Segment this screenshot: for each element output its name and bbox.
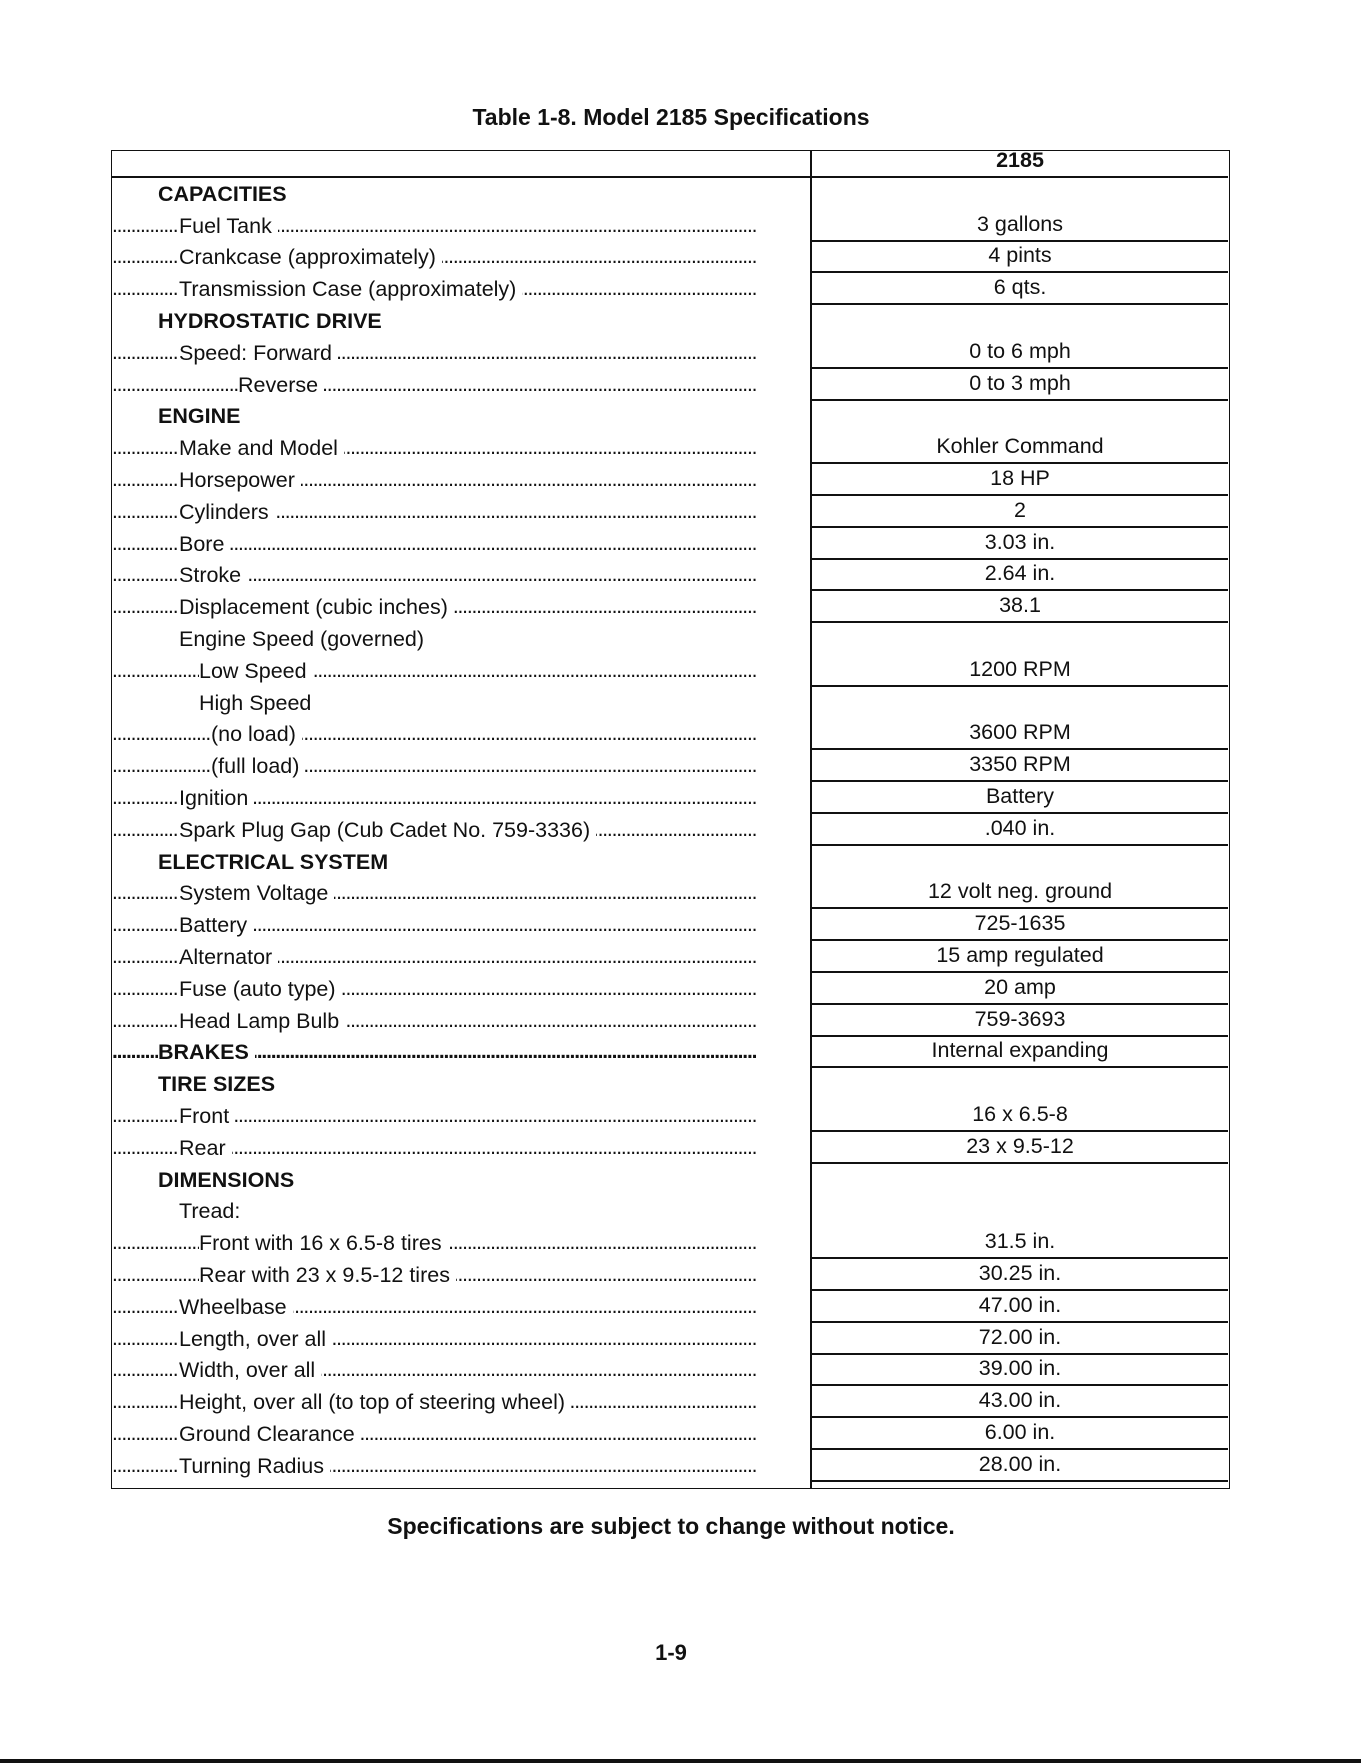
spec-label xyxy=(112,435,764,461)
spec-label xyxy=(112,1135,764,1161)
table-row xyxy=(112,337,1228,369)
spec-value-cell xyxy=(812,528,1228,560)
spec-label-text: Horsepower xyxy=(179,468,301,492)
spec-label-text: (full load) xyxy=(211,754,305,778)
spec-value: 3.03 in. xyxy=(984,529,1056,554)
spec-label xyxy=(112,1389,764,1415)
spec-value-cell xyxy=(812,1418,1228,1450)
spec-label-text: Stroke xyxy=(179,563,247,587)
spec-value-cell xyxy=(812,1355,1228,1387)
spec-label xyxy=(112,912,764,938)
spec-value: 28.00 in. xyxy=(978,1451,1062,1476)
spec-value-cell xyxy=(812,591,1228,623)
spec-value-cell xyxy=(812,1037,1228,1069)
table-row xyxy=(112,655,1228,687)
spec-value-cell xyxy=(812,973,1228,1005)
spec-value-cell xyxy=(812,560,1228,592)
spec-value: 3350 RPM xyxy=(969,752,1071,777)
spec-value: 2.64 in. xyxy=(984,561,1056,586)
spec-label xyxy=(112,1262,764,1288)
spec-value: 12 volt neg. ground xyxy=(927,879,1113,904)
table-row xyxy=(112,1418,1228,1450)
table-row xyxy=(112,528,1228,560)
spec-value: 43.00 in. xyxy=(978,1388,1062,1413)
spec-value: 725-1635 xyxy=(974,911,1066,936)
spec-value-cell xyxy=(812,401,1228,465)
spec-value: 3 gallons xyxy=(976,211,1064,236)
spec-label-text: Width, over all xyxy=(179,1358,321,1382)
spec-value: 23 x 9.5-12 xyxy=(966,1133,1074,1158)
section-heading xyxy=(112,403,764,429)
spec-value: 72.00 in. xyxy=(978,1324,1062,1349)
spec-label-text: Height, over all (to top of steering wheel) xyxy=(179,1390,571,1414)
spec-value-cell xyxy=(812,1323,1228,1355)
spec-value-cell xyxy=(812,369,1228,401)
spec-label-text: Battery xyxy=(179,913,253,937)
spec-label-text: Fuel Tank xyxy=(179,214,278,238)
spec-value: 6.00 in. xyxy=(984,1419,1056,1444)
spec-label-text: Ignition xyxy=(179,786,254,810)
table-row xyxy=(112,242,1228,274)
spec-value: 759-3693 xyxy=(974,1006,1066,1031)
table-row xyxy=(112,814,1228,846)
spec-label xyxy=(112,817,764,843)
value-column-header xyxy=(812,148,1228,178)
spec-value-cell xyxy=(812,941,1228,973)
spec-value: 20 amp xyxy=(984,974,1056,999)
spec-value: 3600 RPM xyxy=(969,720,1071,745)
spec-label xyxy=(112,213,764,239)
spec-value-cell xyxy=(812,1005,1228,1037)
table-row xyxy=(112,432,1228,464)
spec-label-text: Alternator xyxy=(179,945,278,969)
spec-value: 2 xyxy=(1014,497,1026,522)
table-row xyxy=(112,941,1228,973)
spec-label-text: Length, over all xyxy=(179,1327,332,1351)
spec-label xyxy=(112,372,764,398)
spec-value-cell xyxy=(812,750,1228,782)
spec-value-cell xyxy=(812,782,1228,814)
table-row xyxy=(112,369,1228,401)
spec-label xyxy=(112,1326,764,1352)
spec-label-text: ELECTRICAL SYSTEM xyxy=(158,850,394,874)
spec-value: 1200 RPM xyxy=(969,656,1071,681)
spec-value-cell xyxy=(812,305,1228,369)
spec-label-text: Turning Radius xyxy=(179,1454,330,1478)
spec-label xyxy=(112,1008,764,1034)
table-row xyxy=(112,1323,1228,1355)
spec-value-cell xyxy=(812,814,1228,846)
table-row xyxy=(112,1132,1228,1164)
spec-label xyxy=(112,1230,764,1256)
table-row xyxy=(112,464,1228,496)
spec-label-text: HYDROSTATIC DRIVE xyxy=(158,309,388,333)
spec-value: Battery xyxy=(985,783,1055,808)
spec-value-cell xyxy=(812,687,1228,751)
spec-label-text: Bore xyxy=(179,532,230,556)
spec-label-text: ENGINE xyxy=(158,404,246,428)
spec-label xyxy=(112,880,764,906)
spec-value: 38.1 xyxy=(999,593,1041,618)
section-heading xyxy=(112,1071,764,1097)
spec-label-text: Rear xyxy=(179,1136,232,1160)
spec-label xyxy=(112,1103,764,1129)
spec-label-text: Speed: Forward xyxy=(179,341,338,365)
spec-label xyxy=(112,1453,764,1479)
table-row xyxy=(112,591,1228,623)
table-row xyxy=(112,782,1228,814)
spec-label xyxy=(112,1357,764,1383)
spec-value-cell xyxy=(812,1386,1228,1418)
spec-value-cell xyxy=(812,1291,1228,1323)
spec-label-text: Fuse (auto type) xyxy=(179,977,342,1001)
table-row xyxy=(112,719,1228,751)
spec-value-cell xyxy=(812,623,1228,687)
spec-value: Internal expanding xyxy=(931,1038,1109,1063)
spec-value-cell xyxy=(812,496,1228,528)
spec-value-cell xyxy=(812,1450,1228,1482)
table-row xyxy=(112,750,1228,782)
table-row xyxy=(112,1386,1228,1418)
table-row xyxy=(112,210,1228,242)
spec-value-cell xyxy=(812,846,1228,910)
spec-label xyxy=(112,1421,764,1447)
spec-value: 16 x 6.5-8 xyxy=(972,1101,1068,1126)
spec-label-text: Transmission Case (approximately) xyxy=(179,277,522,301)
spec-value-cell xyxy=(812,242,1228,274)
spec-label-text: Front xyxy=(179,1104,235,1128)
spec-value: Kohler Command xyxy=(936,434,1104,459)
spec-label-text: DIMENSIONS xyxy=(158,1168,300,1192)
spec-value-cell xyxy=(812,1132,1228,1164)
spec-label-text: CAPACITIES xyxy=(158,182,293,206)
table-row xyxy=(112,878,1228,910)
spec-value: 0 to 6 mph xyxy=(969,338,1071,363)
spec-label-text: Rear with 23 x 9.5-12 tires xyxy=(199,1263,456,1287)
section-heading xyxy=(112,1039,764,1065)
spec-value: 47.00 in. xyxy=(978,1292,1062,1317)
spec-label-text: Ground Clearance xyxy=(179,1422,361,1446)
spec-label xyxy=(112,785,764,811)
spec-label-text: Crankcase (approximately) xyxy=(179,245,442,269)
spec-value: 31.5 in. xyxy=(984,1229,1056,1254)
table-row xyxy=(112,1005,1228,1037)
spec-value-cell xyxy=(812,464,1228,496)
spec-value-cell xyxy=(812,1259,1228,1291)
spec-label xyxy=(112,276,764,302)
table-row xyxy=(112,909,1228,941)
spec-label xyxy=(112,340,764,366)
table-row xyxy=(112,1259,1228,1291)
spec-label-text: High Speed xyxy=(199,691,317,715)
spec-value-cell xyxy=(812,273,1228,305)
table-row xyxy=(112,1227,1228,1259)
page-number: 1-9 xyxy=(655,1640,687,1665)
section-heading xyxy=(112,308,764,334)
section-heading xyxy=(112,181,764,207)
spec-value: 30.25 in. xyxy=(978,1260,1062,1285)
spec-label-text: Cylinders xyxy=(179,500,275,524)
section-heading xyxy=(112,849,764,875)
section-row xyxy=(112,1037,1228,1069)
spec-value: .040 in. xyxy=(984,815,1056,840)
spec-label xyxy=(112,531,764,557)
spec-value: 0 to 3 mph xyxy=(969,370,1071,395)
spec-label xyxy=(112,594,764,620)
spec-label-text: Front with 16 x 6.5-8 tires xyxy=(199,1231,448,1255)
spec-value-cell xyxy=(812,909,1228,941)
spec-label-text: TIRE SIZES xyxy=(158,1072,281,1096)
table-row xyxy=(112,1355,1228,1387)
spec-label xyxy=(112,690,764,716)
table-row xyxy=(112,1291,1228,1323)
table-row xyxy=(112,560,1228,592)
section-heading xyxy=(112,1167,764,1193)
spec-label xyxy=(112,944,764,970)
spec-label-text: Engine Speed (governed) xyxy=(179,627,430,651)
spec-label-text: Tread: xyxy=(179,1199,246,1223)
footnote: Specifications are subject to change without notice. xyxy=(387,1513,955,1539)
header-row xyxy=(112,148,1228,178)
spec-label xyxy=(112,753,764,779)
spec-label-text: BRAKES xyxy=(158,1040,255,1064)
spec-label-text: Head Lamp Bulb xyxy=(179,1009,345,1033)
table-row xyxy=(112,973,1228,1005)
spec-value: 15 amp regulated xyxy=(936,942,1104,967)
spec-value-cell xyxy=(812,1164,1228,1259)
specifications-table xyxy=(111,150,1230,1489)
spec-label xyxy=(112,626,764,652)
model-number-header: 2185 xyxy=(996,148,1044,172)
table-row xyxy=(112,1100,1228,1132)
spec-label-text: Wheelbase xyxy=(179,1295,293,1319)
spec-label-text: Displacement (cubic inches) xyxy=(179,595,454,619)
spec-label xyxy=(112,499,764,525)
spec-label xyxy=(112,1198,764,1224)
table-title: Table 1-8. Model 2185 Specifications xyxy=(472,104,870,130)
page-bottom-rule xyxy=(0,1759,1361,1763)
spec-label xyxy=(112,976,764,1002)
spec-label xyxy=(112,1294,764,1320)
spec-label xyxy=(112,658,764,684)
spec-label xyxy=(112,721,764,747)
spec-label xyxy=(112,467,764,493)
spec-value-cell xyxy=(812,1068,1228,1132)
table-row xyxy=(112,1450,1228,1482)
spec-value: 18 HP xyxy=(990,465,1050,490)
spec-value: 6 qts. xyxy=(993,275,1047,300)
spec-value: 39.00 in. xyxy=(978,1356,1062,1381)
spec-label xyxy=(112,244,764,270)
spec-label-text: Spark Plug Gap (Cub Cadet No. 759-3336) xyxy=(179,818,596,842)
table-row xyxy=(112,273,1228,305)
spec-label-text: System Voltage xyxy=(179,881,334,905)
spec-value-cell xyxy=(812,178,1228,242)
spec-label-text: Reverse xyxy=(238,373,324,397)
table-row xyxy=(112,496,1228,528)
spec-label-text: Make and Model xyxy=(179,436,344,460)
spec-label xyxy=(112,562,764,588)
spec-label-text: (no load) xyxy=(211,722,302,746)
spec-label-text: Low Speed xyxy=(199,659,313,683)
spec-value: 4 pints xyxy=(988,243,1052,268)
